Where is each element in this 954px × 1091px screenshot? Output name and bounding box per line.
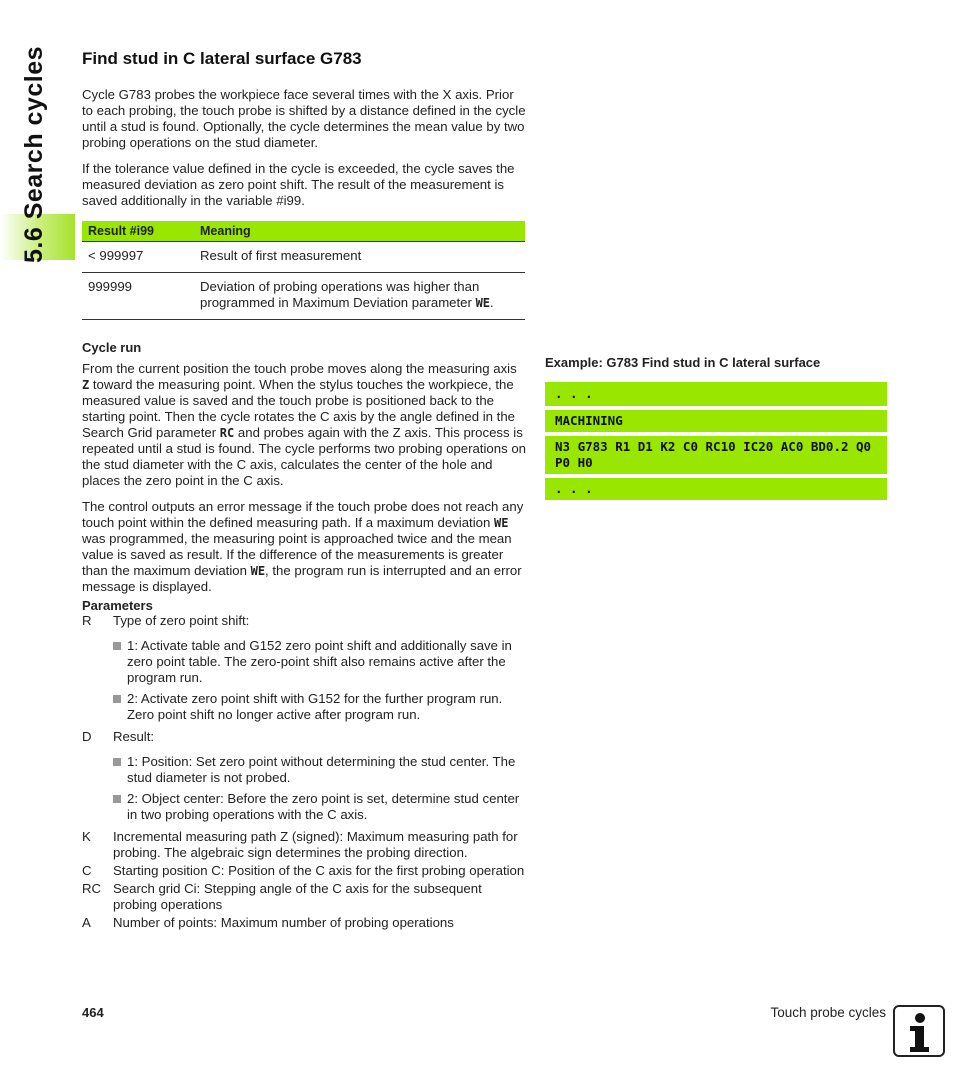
parameter-r-options xyxy=(113,638,526,723)
error-paragraph xyxy=(82,499,526,595)
parameter-key: R xyxy=(82,613,92,628)
parameter-d xyxy=(82,729,526,745)
parameters-heading: Parameters xyxy=(82,598,153,613)
parameter-d-options xyxy=(113,754,526,823)
meaning-text: Deviation of probing operations was higher than programmed in Maximum Deviation parameter xyxy=(200,279,480,310)
code-line: . . . xyxy=(545,478,887,500)
list-item xyxy=(113,638,526,686)
table-row xyxy=(82,273,525,320)
parameter-a xyxy=(82,915,526,931)
page-number: 464 xyxy=(82,1005,104,1020)
example-block xyxy=(545,355,887,504)
parameter-rc xyxy=(82,881,526,913)
meaning-text-end: . xyxy=(490,295,494,310)
parameter-r xyxy=(82,613,526,629)
square-bullet-icon xyxy=(113,695,121,703)
example-heading: Example: G783 Find stud in C lateral surface xyxy=(545,355,821,370)
code-we: WE xyxy=(493,516,509,530)
parameter-text: Type of zero point shift: xyxy=(113,613,250,628)
code-we: WE xyxy=(250,564,266,578)
parameter-text: Number of points: Maximum number of probing operations xyxy=(113,915,454,930)
parameter-text: Starting position C: Position of the C axis for the first probing operation xyxy=(113,863,525,878)
result-value: < 999997 xyxy=(82,242,194,273)
text-run: and probes again with the Z axis. This process is repeated until a stud is found. The cycle performs two probing operations on the stud diameter with the C axis, calculates the center of the hole and places the zero point in the C axis. xyxy=(82,425,526,488)
parameter-k xyxy=(82,829,526,861)
square-bullet-icon xyxy=(113,642,121,650)
text-run: was programmed, the measuring point is approached twice and the mean value is saved as result. If the difference of the measurements is greater than the maximum deviation xyxy=(82,531,512,578)
result-value: 999999 xyxy=(82,273,194,320)
text-run: , the program run is interrupted and an error message is displayed. xyxy=(82,563,522,594)
section-title: Find stud in C lateral surface G783 xyxy=(82,49,362,68)
result-table xyxy=(82,221,525,320)
cycle-run-paragraph xyxy=(82,361,526,489)
text-run: The control outputs an error message if the touch probe does not reach any touch point within the defined measuring path. If a maximum deviation xyxy=(82,499,524,530)
table-row xyxy=(82,242,525,273)
option-text: 1: Activate table and G152 zero point shift and additionally save in zero point table. The zero-point shift also remains active after the program run. xyxy=(127,638,512,685)
code-we: WE xyxy=(475,296,491,310)
parameter-key: RC xyxy=(82,881,102,896)
result-table-header xyxy=(82,221,525,242)
result-meaning xyxy=(194,273,525,320)
parameter-key: D xyxy=(82,729,92,744)
code-line: . . . xyxy=(545,382,887,406)
intro-paragraph: Cycle G783 probes the workpiece face several times with the X axis. Prior to each probing, the touch probe is shifted by a distance defined in the cycle until a stud is found. Optionally, the cycle determines the mean value by two probing operations on the stud diameter. xyxy=(82,87,526,150)
option-text: 2: Object center: Before the zero point is set, determine stud center in two probing operations with the C axis. xyxy=(127,791,520,822)
option-text: 2: Activate zero point shift with G152 for the further program run. Zero point shift no longer active after program run. xyxy=(127,691,503,722)
parameter-key: C xyxy=(82,863,92,878)
code-rc: RC xyxy=(219,426,235,440)
parameter-key: K xyxy=(82,829,91,844)
info-icon[interactable] xyxy=(893,1005,945,1057)
code-z: Z xyxy=(82,378,90,392)
code-line: MACHINING xyxy=(545,410,887,432)
parameter-text: Search grid Ci: Stepping angle of the C axis for the subsequent probing operations xyxy=(113,881,482,912)
tolerance-paragraph: If the tolerance value defined in the cycle is exceeded, the cycle saves the measured deviation as zero point shift. The result of the measurement is saved additionally in the variable #i99. xyxy=(82,161,515,208)
parameter-c xyxy=(82,863,526,879)
result-header-value: Result #i99 xyxy=(82,221,194,242)
result-meaning: Result of first measurement xyxy=(194,242,525,273)
info-glyph-icon xyxy=(895,1007,943,1055)
chapter-side-label: 5.6 Search cycles xyxy=(20,46,48,263)
parameter-key: A xyxy=(82,915,91,930)
square-bullet-icon xyxy=(113,758,121,766)
cycle-run-heading: Cycle run xyxy=(82,340,142,355)
list-item xyxy=(113,754,526,786)
code-line: N3 G783 R1 D1 K2 C0 RC10 IC20 AC0 BD0.2 Q0 P0 H0 xyxy=(545,436,887,474)
square-bullet-icon xyxy=(113,795,121,803)
parameter-text: Incremental measuring path Z (signed): Maximum measuring path for probing. The algebraic sign determines the probing direction. xyxy=(113,829,518,860)
parameter-text: Result: xyxy=(113,729,155,744)
option-text: 1: Position: Set zero point without determining the stud center. The stud diameter is not probed. xyxy=(127,754,516,785)
main-column xyxy=(82,48,526,933)
text-run: toward the measuring point. When the stylus touches the workpiece, the measured value is saved and the touch probe is positioned back to the starting point. Then the cycle rotates the C axis by the angle defined in the Search Grid parameter xyxy=(82,377,516,440)
chapter-title: Touch probe cycles xyxy=(770,1005,886,1020)
list-item xyxy=(113,691,526,723)
text-run: From the current position the touch probe moves along the measuring axis xyxy=(82,361,517,376)
result-header-meaning: Meaning xyxy=(194,221,525,242)
list-item xyxy=(113,791,526,823)
